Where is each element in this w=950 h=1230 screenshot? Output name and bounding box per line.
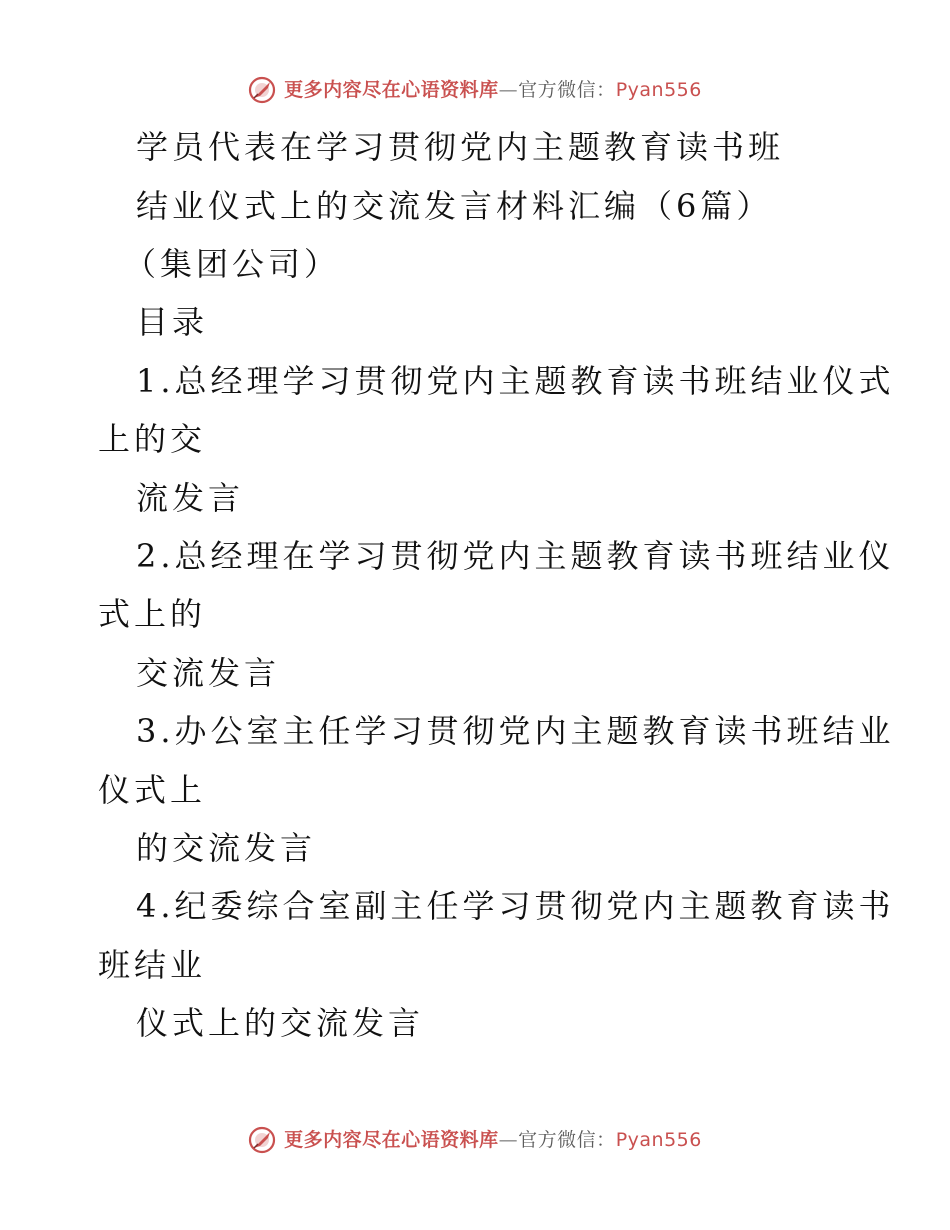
watermark-dash: — bbox=[498, 78, 519, 101]
title-line-1: 学员代表在学习贯彻党内主题教育读书班 bbox=[136, 128, 785, 166]
toc-item-1-line-1: 1.总经理学习贯彻党内主题教育读书班结业仪式 bbox=[136, 362, 895, 400]
watermark-lead: 更多内容尽在心语资料库 bbox=[284, 78, 499, 101]
toc-item-4-line-2: 班结业 bbox=[98, 946, 207, 984]
toc-item-1-line-3: 流发言 bbox=[136, 479, 245, 517]
quill-pen-icon bbox=[248, 76, 276, 104]
title-line-2: 结业仪式上的交流发言材料汇编（6篇） bbox=[136, 187, 773, 225]
watermark-wechat-id: Pyan556 bbox=[615, 1128, 702, 1151]
toc-item-3-line-3: 的交流发言 bbox=[136, 829, 317, 867]
watermark-text bbox=[284, 1128, 702, 1151]
toc-item-2-line-3: 交流发言 bbox=[136, 654, 281, 692]
watermark-wechat-label: 官方微信： bbox=[518, 78, 616, 101]
toc-item-2-line-2: 式上的 bbox=[98, 595, 207, 633]
toc-item-3-line-2: 仪式上 bbox=[98, 771, 207, 809]
toc-heading: 目录 bbox=[136, 303, 209, 341]
toc-item-2-line-1: 2.总经理在学习贯彻党内主题教育读书班结业仪 bbox=[136, 537, 895, 575]
title-line-3: （集团公司） bbox=[124, 245, 341, 283]
watermark-dash: — bbox=[498, 1128, 519, 1151]
watermark-wechat-id: Pyan556 bbox=[615, 78, 702, 101]
toc-item-3-line-1: 3.办公室主任学习贯彻党内主题教育读书班结业 bbox=[136, 712, 895, 750]
quill-pen-icon bbox=[248, 1126, 276, 1154]
footer-watermark bbox=[0, 1122, 950, 1158]
toc-item-4-line-1: 4.纪委综合室副主任学习贯彻党内主题教育读书 bbox=[136, 887, 895, 925]
toc-item-4-line-3: 仪式上的交流发言 bbox=[136, 1004, 425, 1042]
watermark-wechat-label: 官方微信： bbox=[518, 1128, 616, 1151]
toc-item-1-line-2: 上的交 bbox=[98, 420, 207, 458]
header-watermark bbox=[0, 72, 950, 108]
watermark-lead: 更多内容尽在心语资料库 bbox=[284, 1128, 499, 1151]
watermark-text bbox=[284, 78, 702, 101]
